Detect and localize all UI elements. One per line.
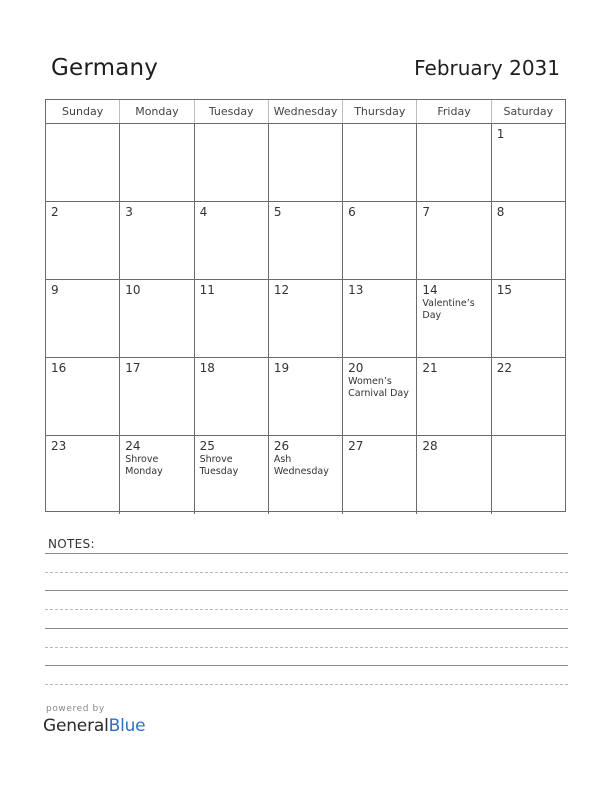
day-number: 24	[125, 439, 141, 453]
day-cell	[46, 280, 120, 357]
day-cell	[492, 202, 565, 279]
day-cell	[46, 358, 120, 435]
holiday-label: Valentine’s Day	[422, 298, 475, 321]
weekday-thursday: Thursday	[343, 100, 417, 123]
day-cell	[343, 124, 417, 201]
day-number: 8	[496, 205, 505, 219]
brand-blue: Blue	[108, 716, 146, 736]
weekday-wednesday: Wednesday	[269, 100, 343, 123]
day-number: 9	[51, 283, 59, 297]
country-title: Germany	[51, 55, 159, 81]
notes-line	[45, 572, 568, 573]
day-number: 13	[348, 283, 364, 297]
notes-line	[45, 609, 568, 610]
day-cell	[120, 124, 194, 201]
day-cell	[417, 124, 491, 201]
month-year-title: February 2031	[414, 56, 560, 80]
day-number: 12	[273, 283, 290, 297]
day-number: 5	[273, 205, 282, 219]
day-number: 1	[496, 127, 505, 141]
day-number: 10	[125, 283, 141, 297]
day-number: 17	[125, 361, 141, 375]
generalblue-logo	[43, 716, 145, 736]
day-cell	[492, 124, 565, 201]
day-cell	[46, 202, 120, 279]
day-cell	[417, 436, 491, 514]
day-number: 3	[125, 205, 133, 219]
day-cell	[343, 358, 417, 435]
day-cell	[269, 280, 343, 357]
day-cell	[269, 202, 343, 279]
day-number: 4	[199, 205, 208, 219]
weekday-sunday: Sunday	[46, 100, 120, 123]
day-cell	[492, 358, 565, 435]
day-number: 27	[348, 439, 364, 453]
day-cell	[492, 436, 565, 514]
weekday-saturday: Saturday	[503, 105, 554, 118]
day-cell	[417, 358, 491, 435]
day-number: 18	[199, 361, 215, 375]
day-cell	[46, 124, 120, 201]
notes-line	[45, 590, 568, 591]
day-cell	[120, 202, 194, 279]
week-row	[46, 124, 565, 202]
week-row	[46, 280, 565, 358]
day-cell	[120, 358, 194, 435]
notes-line	[45, 553, 568, 554]
notes-label: NOTES:	[48, 537, 95, 551]
day-cell	[195, 202, 269, 279]
day-number: 22	[496, 361, 512, 375]
day-number: 2	[51, 205, 59, 219]
day-cell	[195, 358, 269, 435]
day-number: 19	[273, 361, 290, 375]
day-number: 20	[348, 361, 364, 375]
day-cell	[46, 436, 120, 514]
calendar-grid	[45, 99, 566, 512]
week-row	[46, 436, 565, 514]
notes-line	[45, 628, 568, 629]
day-number: 11	[199, 283, 215, 297]
weekday-monday: Monday	[120, 100, 194, 123]
week-row	[46, 358, 565, 436]
day-cell	[269, 436, 343, 514]
notes-line	[45, 665, 568, 666]
day-number: 23	[51, 439, 67, 453]
day-cell	[195, 124, 269, 201]
weekday-tuesday: Tuesday	[195, 100, 269, 123]
week-row	[46, 202, 565, 280]
holiday-label: Shrove Monday	[125, 454, 163, 477]
day-number: 25	[199, 439, 215, 453]
day-number: 28	[422, 439, 438, 453]
holiday-label: Women’s Carnival Day	[348, 376, 409, 399]
day-number: 7	[422, 205, 431, 219]
day-number: 21	[422, 361, 438, 375]
day-cell	[195, 280, 269, 357]
holiday-label: Shrove Tuesday	[199, 454, 239, 477]
day-cell	[120, 280, 194, 357]
day-number: 6	[348, 205, 356, 219]
day-cell	[343, 280, 417, 357]
day-cell	[343, 202, 417, 279]
day-cell	[120, 436, 194, 514]
day-cell	[417, 202, 491, 279]
day-cell	[492, 280, 565, 357]
day-cell	[269, 358, 343, 435]
day-number: 15	[496, 283, 512, 297]
day-cell	[343, 436, 417, 514]
brand-general: General	[43, 716, 109, 736]
day-cell	[195, 436, 269, 514]
day-number: 16	[51, 361, 67, 375]
notes-line	[45, 647, 568, 648]
day-number: 14	[422, 283, 438, 297]
weekday-header-row	[46, 100, 565, 124]
day-number: 26	[273, 439, 290, 453]
day-cell	[417, 280, 491, 357]
holiday-label: Ash Wednesday	[273, 454, 329, 477]
notes-line	[45, 684, 568, 685]
powered-by-text: powered by	[46, 704, 105, 714]
day-cell	[269, 124, 343, 201]
weekday-friday: Friday	[417, 100, 491, 123]
